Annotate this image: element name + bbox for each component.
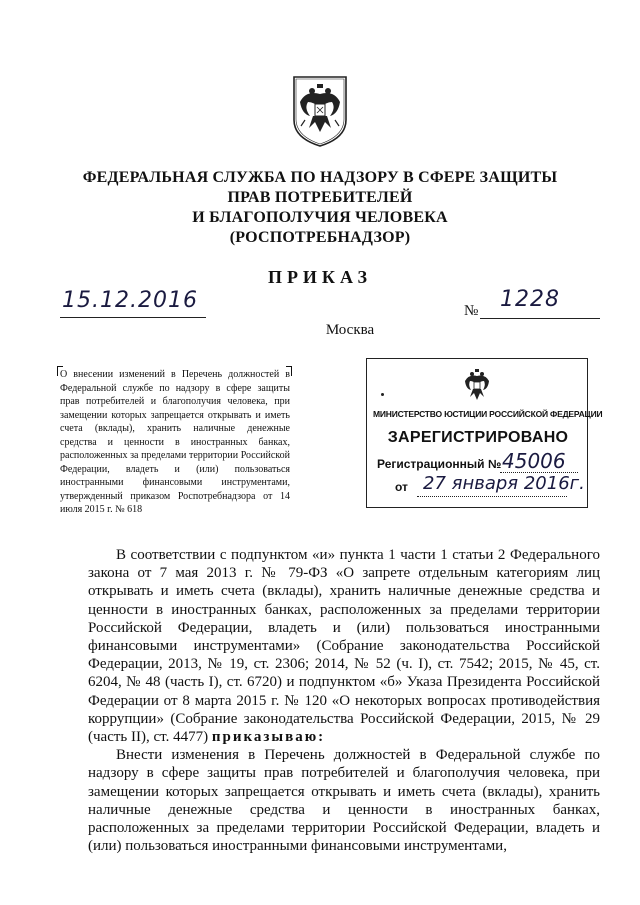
agency-line-4: (РОСПОТРЕБНАДЗОР) xyxy=(229,229,411,246)
agency-line-1: ФЕДЕРАЛЬНАЯ СЛУЖБА ПО НАДЗОРУ В СФЕРЕ ЗАЩИТЫ xyxy=(82,169,558,186)
order-number: 1228 xyxy=(500,287,560,312)
agency-name xyxy=(60,168,580,248)
order-city: Москва xyxy=(325,322,375,338)
stamp-reg-number: 45006 xyxy=(502,449,566,473)
stamp-registered: ЗАРЕГИСТРИРОВАНО xyxy=(387,429,569,446)
date-underline xyxy=(60,317,206,318)
order-number-label: № xyxy=(464,303,479,319)
stamp-eagle-emblem-icon xyxy=(462,367,492,403)
agency-line-3: И БЛАГОПОЛУЧИЯ ЧЕЛОВЕКА xyxy=(192,209,448,226)
order-word: приказываю: xyxy=(211,729,326,746)
stamp-ministry: МИНИСТЕРСТВО ЮСТИЦИИ РОССИЙСКОЙ ФЕДЕРАЦИИ xyxy=(373,409,603,419)
order-date: 15.12.2016 xyxy=(62,288,198,313)
stamp-reg-date: 27 января 2016г. xyxy=(423,473,585,494)
body-paragraph-1 xyxy=(88,546,600,746)
number-underline xyxy=(480,318,600,319)
stamp-reg-label: Регистрационный № xyxy=(377,457,502,471)
double-headed-eagle-emblem-icon xyxy=(291,74,349,148)
stamp-dot xyxy=(381,393,384,396)
order-subject: О внесении изменений в Перечень должностей в Федеральной службе по надзору в сфере защиты прав потребителей и благополучия человека, при замещении которых запрещается открывать и иметь счета (вклады), хранить наличные денежные средства и ценности в иностранных банках, расположенных за пределами территории Российской Федерации, владеть и (или) пользоваться иностранными финансовыми инструментами, утвержденный приказом Роспотребнадзора от 14 июля 2015 г. № 618 xyxy=(60,369,290,515)
registration-stamp xyxy=(366,358,603,508)
order-title: ПРИКАЗ xyxy=(267,267,373,287)
stamp-from-label: от xyxy=(395,480,408,494)
body-paragraph-1-text: В соответствии с подпунктом «и» пункта 1 части 1 статьи 2 Федерального закона от 7 мая 2013 г. № 79-ФЗ «О запрете отдельным категориям лиц открывать и иметь счета (вклады), хранить наличные денежные средства и ценности в иностранных банках, расположенных за пределами территории Российской Федерации, владеть и (или) пользоваться иностранными финансовыми инструментами» (Собрание законодательства Российской Федерации, 2013, № 19, ст. 2306; 2014, № 52 (ч. I), ст. 7542; 2015, № 45, ст. 6204, № 48 (часть I), ст. 6720) и подпунктом «б» Указа Президента Российской Федерации от 8 марта 2015 г. № 120 «О некоторых вопросах противодействия коррупции» (Собрание законодательства Российской Федерации, 2015, № 29 (часть II), ст. 4477) xyxy=(88,547,600,746)
stamp-date-underline xyxy=(417,496,567,497)
agency-line-2: ПРАВ ПОТРЕБИТЕЛЕЙ xyxy=(227,189,413,206)
order-body xyxy=(88,546,600,855)
body-paragraph-2: Внести изменения в Перечень должностей в Федеральной службе по надзору в сфере защиты прав потребителей и благополучия человека, при замещении которых запрещается открывать и иметь счета (вклады), хранить наличные денежные средства и ценности в иностранных банках, расположенных за пределами территории Российской Федерации, владеть и (или) пользоваться иностранными финансовыми инструментами, xyxy=(88,747,600,855)
